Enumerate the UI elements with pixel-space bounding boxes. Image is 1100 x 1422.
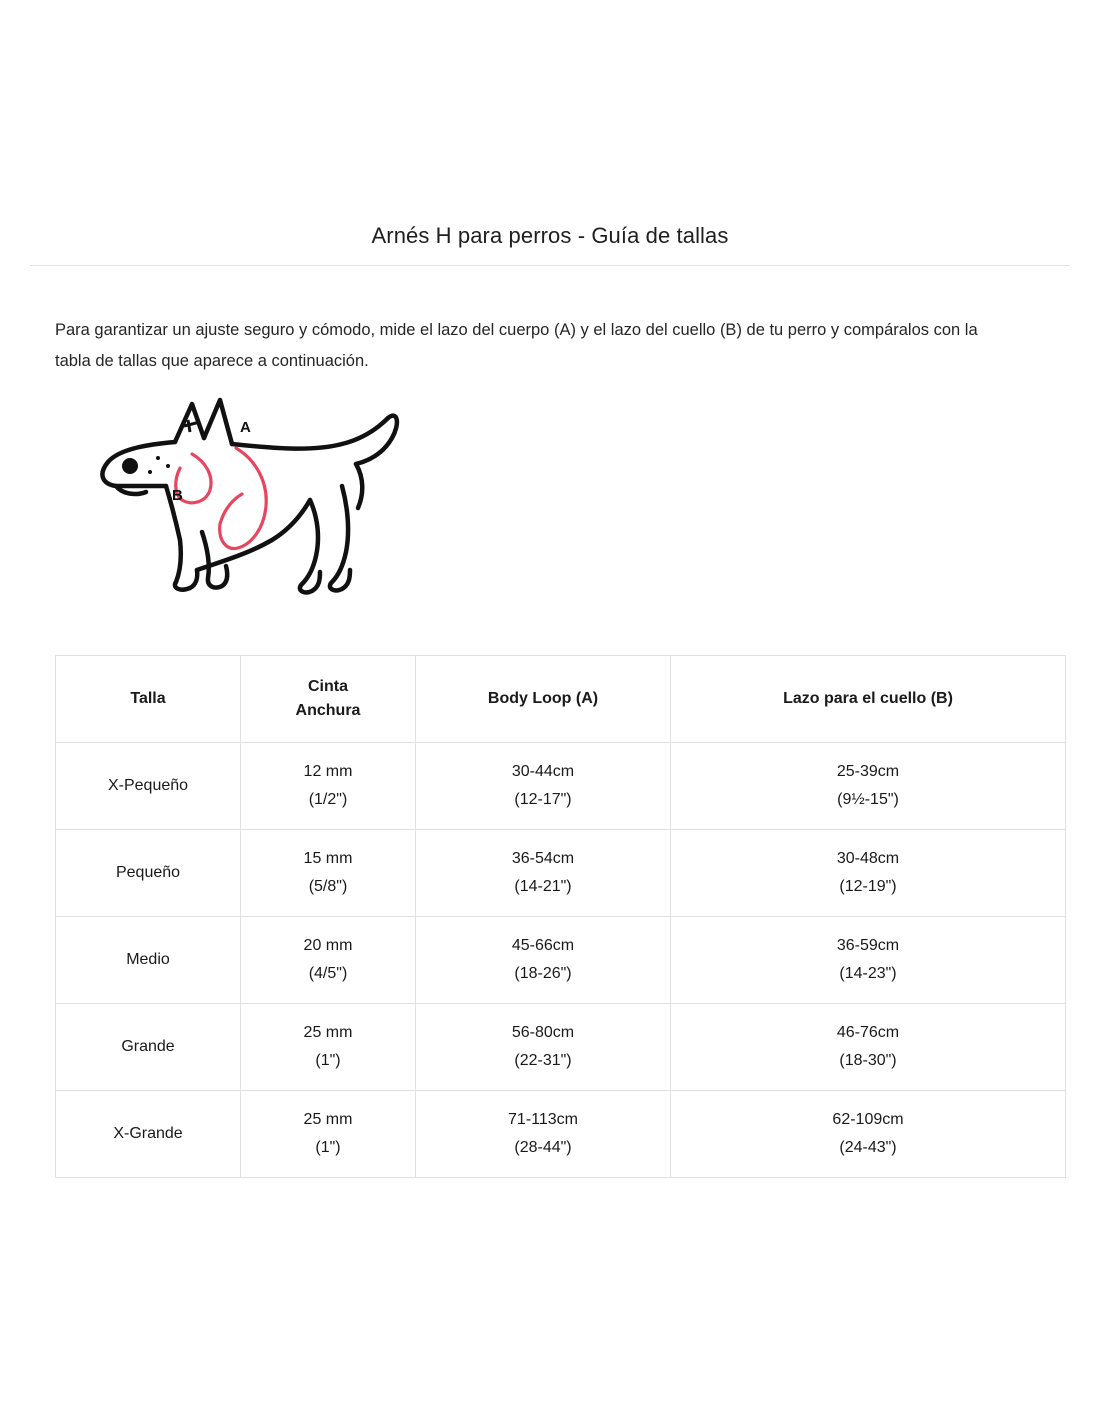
cell-body-loop bbox=[416, 830, 671, 917]
title-divider bbox=[30, 265, 1070, 266]
cell-webbing-in: (1") bbox=[315, 1052, 341, 1069]
cell-webbing-mm: 25 mm bbox=[303, 1111, 353, 1128]
cell-body-in: (12-17") bbox=[514, 791, 572, 808]
cell-neck-cm: 62-109cm bbox=[832, 1111, 904, 1128]
cell-size: X-Pequeño bbox=[56, 743, 241, 830]
cell-webbing-mm: 20 mm bbox=[303, 937, 353, 954]
cell-webbing bbox=[241, 1004, 416, 1091]
table-row bbox=[56, 743, 1066, 830]
table-row bbox=[56, 1004, 1066, 1091]
cell-neck-loop bbox=[671, 830, 1066, 917]
cell-size: Pequeño bbox=[56, 830, 241, 917]
cell-webbing-in: (5/8") bbox=[308, 878, 348, 895]
cell-neck-in: (18-30") bbox=[839, 1052, 897, 1069]
cell-body-cm: 71-113cm bbox=[508, 1111, 578, 1128]
cell-body-cm: 56-80cm bbox=[511, 1024, 575, 1041]
cell-body-loop bbox=[416, 1091, 671, 1178]
cell-body-in: (18-26") bbox=[514, 965, 572, 982]
cell-neck-cm: 30-48cm bbox=[836, 850, 900, 867]
cell-neck-loop bbox=[671, 1091, 1066, 1178]
cell-body-cm: 30-44cm bbox=[511, 763, 575, 780]
cell-webbing-mm: 12 mm bbox=[303, 763, 353, 780]
header-webbing-line1: Cinta bbox=[308, 678, 348, 695]
cell-webbing-mm: 15 mm bbox=[303, 850, 353, 867]
cell-neck-in: (9½-15") bbox=[837, 791, 899, 808]
cell-size: X-Grande bbox=[56, 1091, 241, 1178]
cell-neck-in: (12-19") bbox=[839, 878, 897, 895]
header-body-loop: Body Loop (A) bbox=[416, 656, 671, 743]
cell-body-loop bbox=[416, 1004, 671, 1091]
header-neck-loop: Lazo para el cuello (B) bbox=[671, 656, 1066, 743]
cell-neck-in: (24-43") bbox=[839, 1139, 897, 1156]
cell-size: Medio bbox=[56, 917, 241, 1004]
cell-body-in: (22-31") bbox=[514, 1052, 572, 1069]
size-chart-table bbox=[55, 655, 1066, 1178]
cell-neck-loop bbox=[671, 743, 1066, 830]
cell-body-cm: 36-54cm bbox=[511, 850, 575, 867]
table-row bbox=[56, 1091, 1066, 1178]
header-size: Talla bbox=[56, 656, 241, 743]
cell-webbing bbox=[241, 743, 416, 830]
cell-body-in: (14-21") bbox=[514, 878, 572, 895]
table-header-row bbox=[56, 656, 1066, 743]
cell-neck-loop bbox=[671, 1004, 1066, 1091]
cell-body-in: (28-44") bbox=[514, 1139, 572, 1156]
table-row bbox=[56, 917, 1066, 1004]
page-title: Arnés H para perros - Guía de tallas bbox=[371, 222, 729, 248]
diagram-label-a: A bbox=[240, 419, 251, 436]
cell-neck-loop bbox=[671, 917, 1066, 1004]
cell-body-loop bbox=[416, 917, 671, 1004]
intro-paragraph: Para garantizar un ajuste seguro y cómodo, mide el lazo del cuerpo (A) y el lazo del cuello (B) de tu perro y compáralos con la tabla de tallas que aparece a continuación. bbox=[55, 320, 978, 370]
dog-measurement-diagram bbox=[80, 382, 440, 622]
cell-webbing-in: (1") bbox=[315, 1139, 341, 1156]
diagram-label-b: B bbox=[172, 487, 183, 504]
cell-body-cm: 45-66cm bbox=[511, 937, 575, 954]
cell-webbing-in: (1/2") bbox=[308, 791, 348, 808]
cell-webbing-in: (4/5") bbox=[308, 965, 348, 982]
header-webbing-line2: Anchura bbox=[295, 702, 361, 719]
cell-webbing-mm: 25 mm bbox=[303, 1024, 353, 1041]
cell-webbing bbox=[241, 830, 416, 917]
cell-webbing bbox=[241, 1091, 416, 1178]
header-webbing-width bbox=[241, 656, 416, 743]
cell-neck-in: (14-23") bbox=[839, 965, 897, 982]
cell-body-loop bbox=[416, 743, 671, 830]
cell-neck-cm: 25-39cm bbox=[836, 763, 900, 780]
cell-neck-cm: 46-76cm bbox=[836, 1024, 900, 1041]
table-row bbox=[56, 830, 1066, 917]
cell-neck-cm: 36-59cm bbox=[836, 937, 900, 954]
cell-webbing bbox=[241, 917, 416, 1004]
cell-size: Grande bbox=[56, 1004, 241, 1091]
